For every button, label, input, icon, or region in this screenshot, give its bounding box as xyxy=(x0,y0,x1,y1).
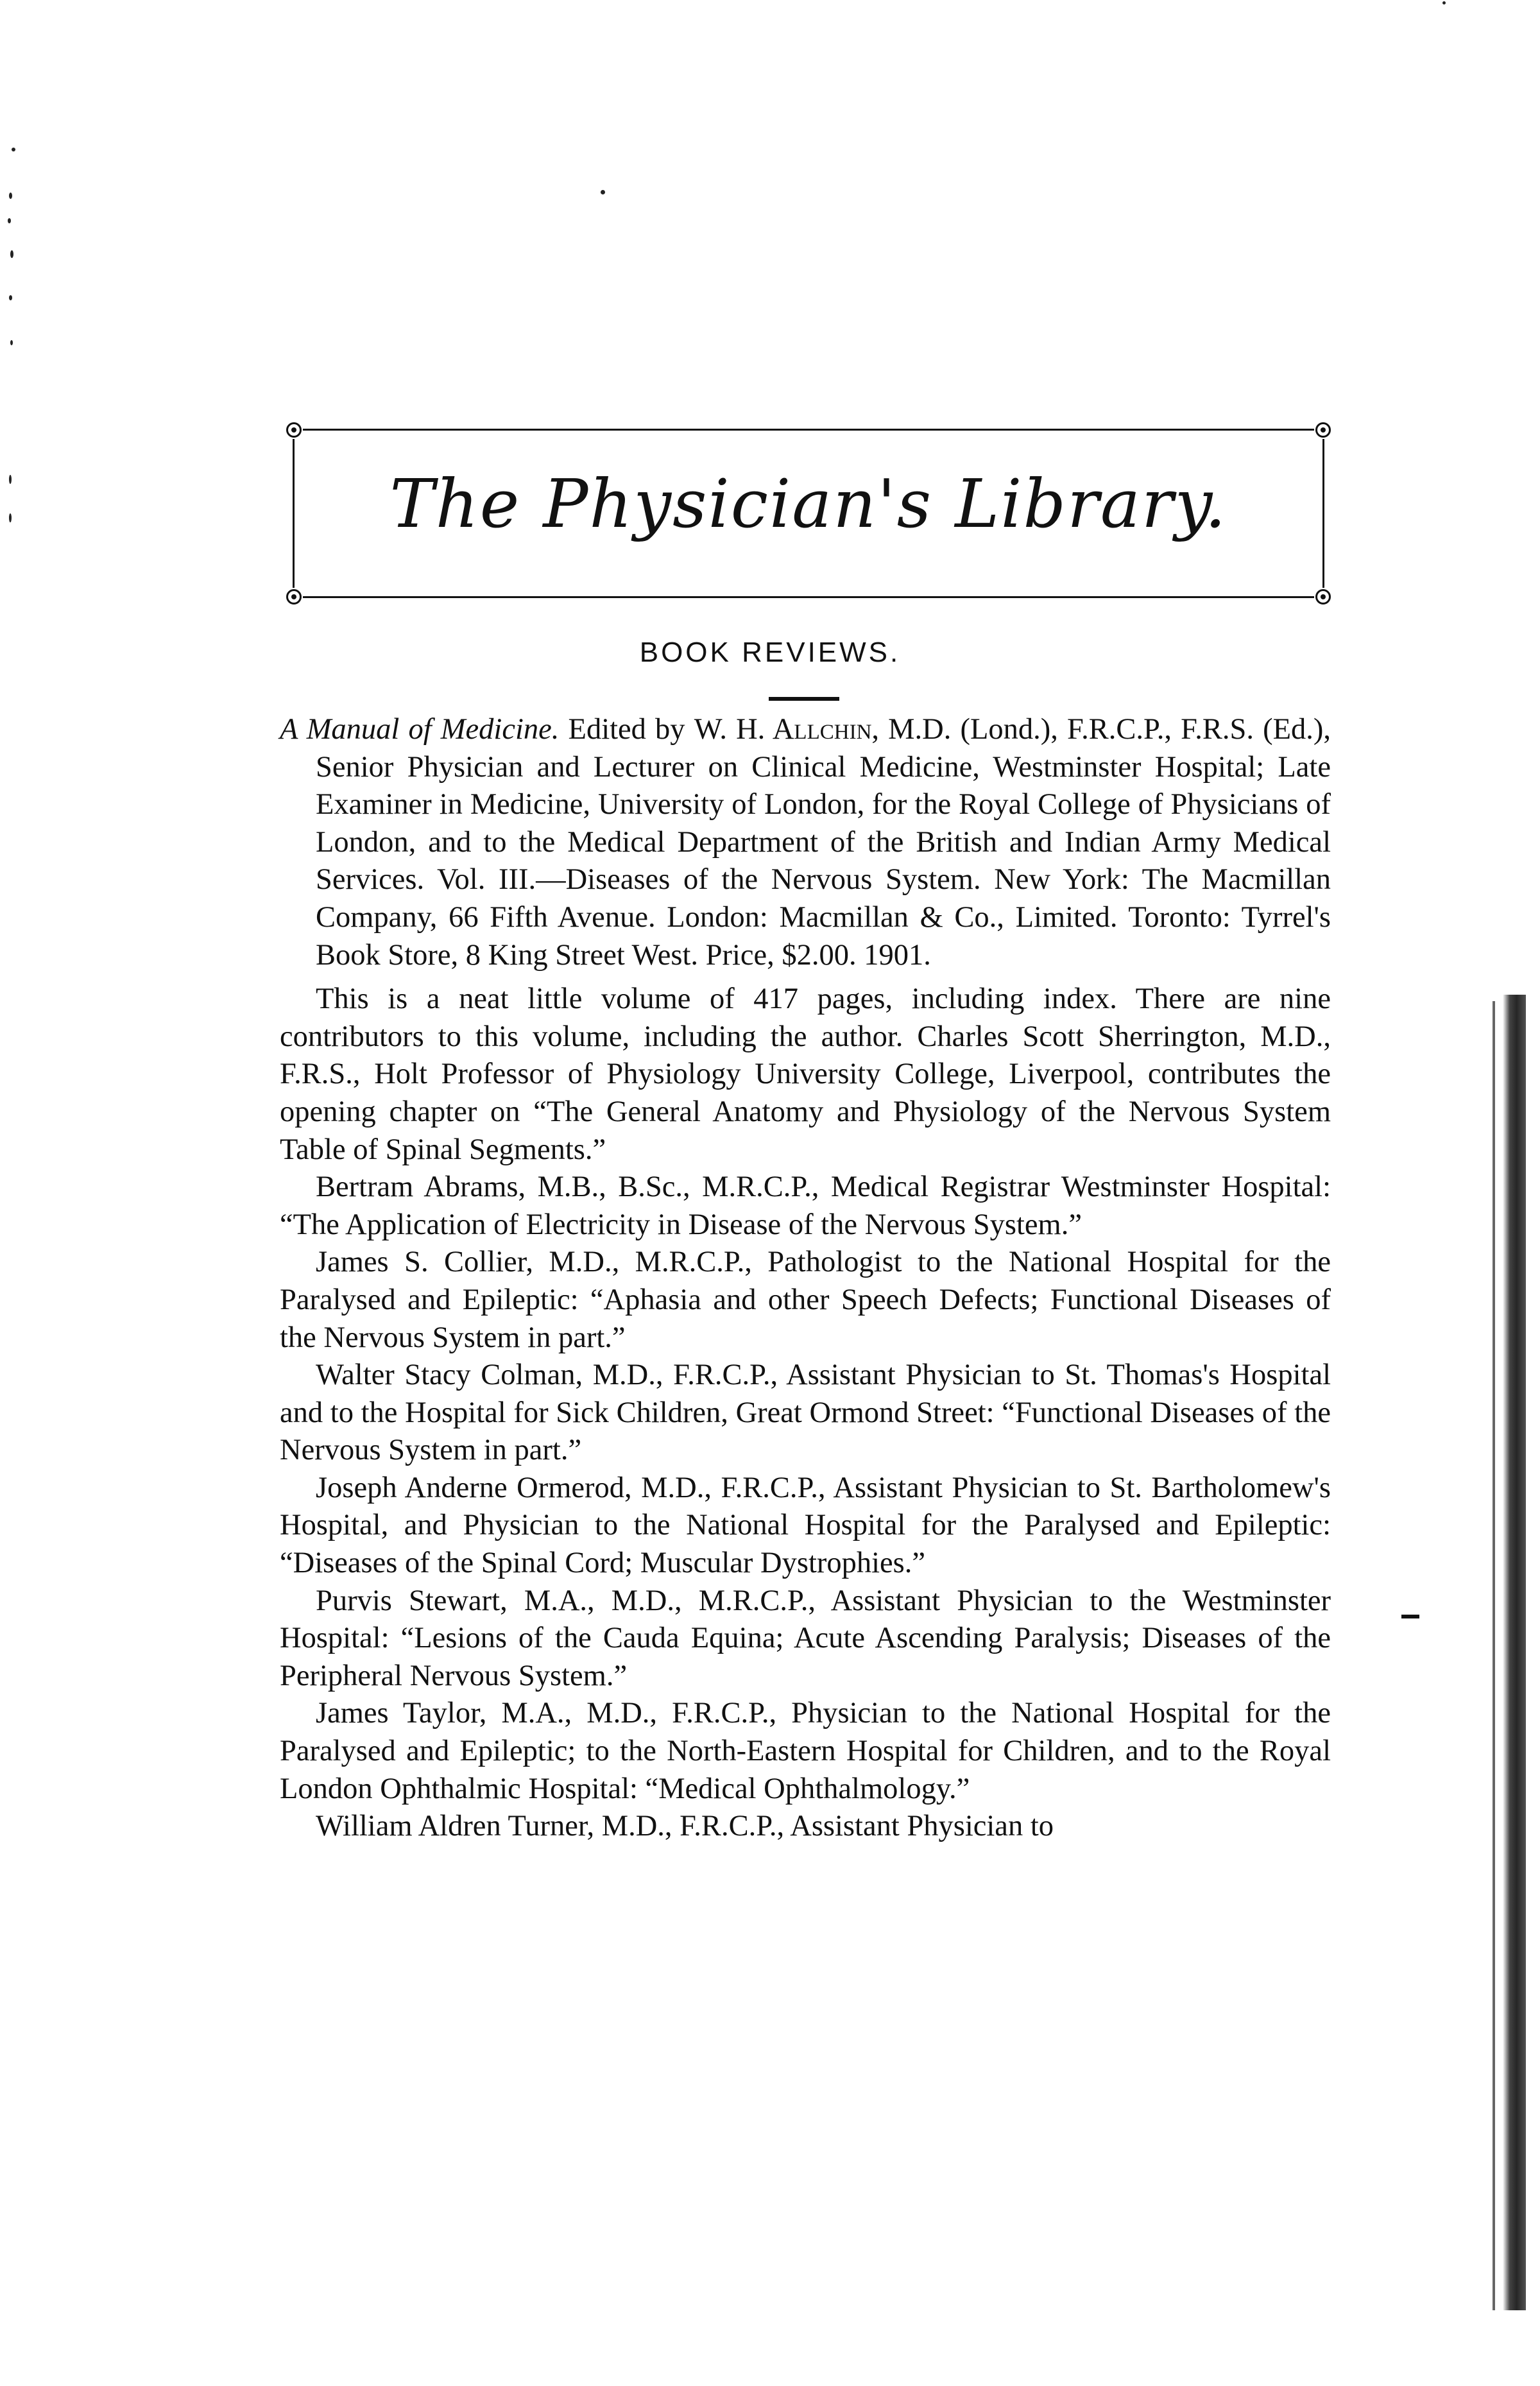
contributor-entry: Walter Stacy Colman, M.D., F.R.C.P., Assistant Physician to St. Thomas's Hospital and to the Hospital for Sick Children, Great Ormond Street: “Functional Diseases of the Nervous System in part.” xyxy=(280,1359,1331,1467)
header-border-top xyxy=(303,429,1314,431)
contributor-entry: James Taylor, M.A., M.D., F.R.C.P., Physician to the National Hospital for the Paralysed and Epileptic; to the North-Eastern Hospital for Children, and to the Royal London Ophthalmic Hospital: “Medical Ophthalmology.” xyxy=(280,1697,1331,1805)
scan-speck xyxy=(12,148,15,151)
scan-speck xyxy=(9,475,12,484)
editor-name: W. H. Allchin xyxy=(694,713,872,746)
page-edge-line xyxy=(1493,1001,1495,2310)
section-heading: BOOK REVIEWS. xyxy=(639,637,901,668)
contributor-entry: Purvis Stewart, M.A., M.D., M.R.C.P., Assistant Physician to the Westminster Hospital: “Lesions of the Cauda Equina; Acute Ascending Paralysis; Diseases of the Peripheral Nervous System.” xyxy=(280,1584,1331,1692)
scan-speck xyxy=(9,295,12,300)
corner-ornament-icon xyxy=(286,422,302,438)
header-border-bottom xyxy=(303,596,1314,598)
review-body xyxy=(280,711,1331,1846)
contributor-entry: Joseph Anderne Ormerod, M.D., F.R.C.P., Assistant Physician to St. Bartholomew's Hospital, and Physician to the National Hospital for the Paralysed and Epileptic: “Diseases of the Spinal Cord; Muscular Dystrophies.” xyxy=(280,1471,1331,1580)
review-intro: This is a neat little volume of 417 pages, including index. There are nine contributors to this volume, including the author. Charles Scott Sherrington, M.D., F.R.S., Holt Professor of Physiology University College, Liverpool, contributes the opening chapter on “The General Anatomy and Physiology of the Nervous System Table of Spinal Segments.” xyxy=(280,983,1331,1166)
scan-speck xyxy=(8,218,11,223)
corner-ornament-icon xyxy=(286,589,302,605)
margin-mark xyxy=(1401,1615,1419,1618)
corner-ornament-icon xyxy=(1315,422,1331,438)
scan-speck xyxy=(1442,1,1446,4)
contributor-entry: Bertram Abrams, M.B., B.Sc., M.R.C.P., Medical Registrar Westminster Hospital: “The Application of Electricity in Disease of the Nervous System.” xyxy=(280,1171,1331,1241)
edited-by-label: Edited by xyxy=(568,713,685,746)
scan-speck xyxy=(10,250,13,258)
book-citation xyxy=(280,711,1331,974)
page-title: The Physician's Library. xyxy=(389,465,1228,543)
corner-ornament-icon xyxy=(1315,589,1331,605)
contributor-entry: William Aldren Turner, M.D., F.R.C.P., Assistant Physician to xyxy=(316,1810,1054,1843)
book-title: A Manual of Medicine. xyxy=(280,713,560,746)
contributor-entry: James S. Collier, M.D., M.R.C.P., Pathologist to the National Hospital for the Paralysed and Epileptic: “Aphasia and other Speech Defects; Functional Diseases of the Nervous System in part.” xyxy=(280,1246,1331,1354)
scan-speck xyxy=(601,190,605,194)
citation-details: , M.D. (Lond.), F.R.C.P., F.R.S. (Ed.), Senior Physician and Lecturer on Clinical Medicine, Westminster Hospital; Late Examiner in Medicine, University of London, for the Royal College of Physicians of London, and to the Medical Department of the British and Indian Army Medical Services. Vol. III.—Diseases of the Nervous System. New York: The Macmillan Company, 66 Fifth Avenue. London: Macmillan & Co., Limited. Toronto: Tyrrel's Book Store, 8 King Street West. Price, $2.00. 1901. xyxy=(316,713,1331,972)
scan-speck xyxy=(9,513,12,522)
scan-speck xyxy=(9,193,12,199)
heading-rule xyxy=(769,697,839,701)
page-edge-shadow xyxy=(1503,995,1526,2310)
library-header-box xyxy=(293,429,1324,598)
scan-speck xyxy=(10,340,13,345)
